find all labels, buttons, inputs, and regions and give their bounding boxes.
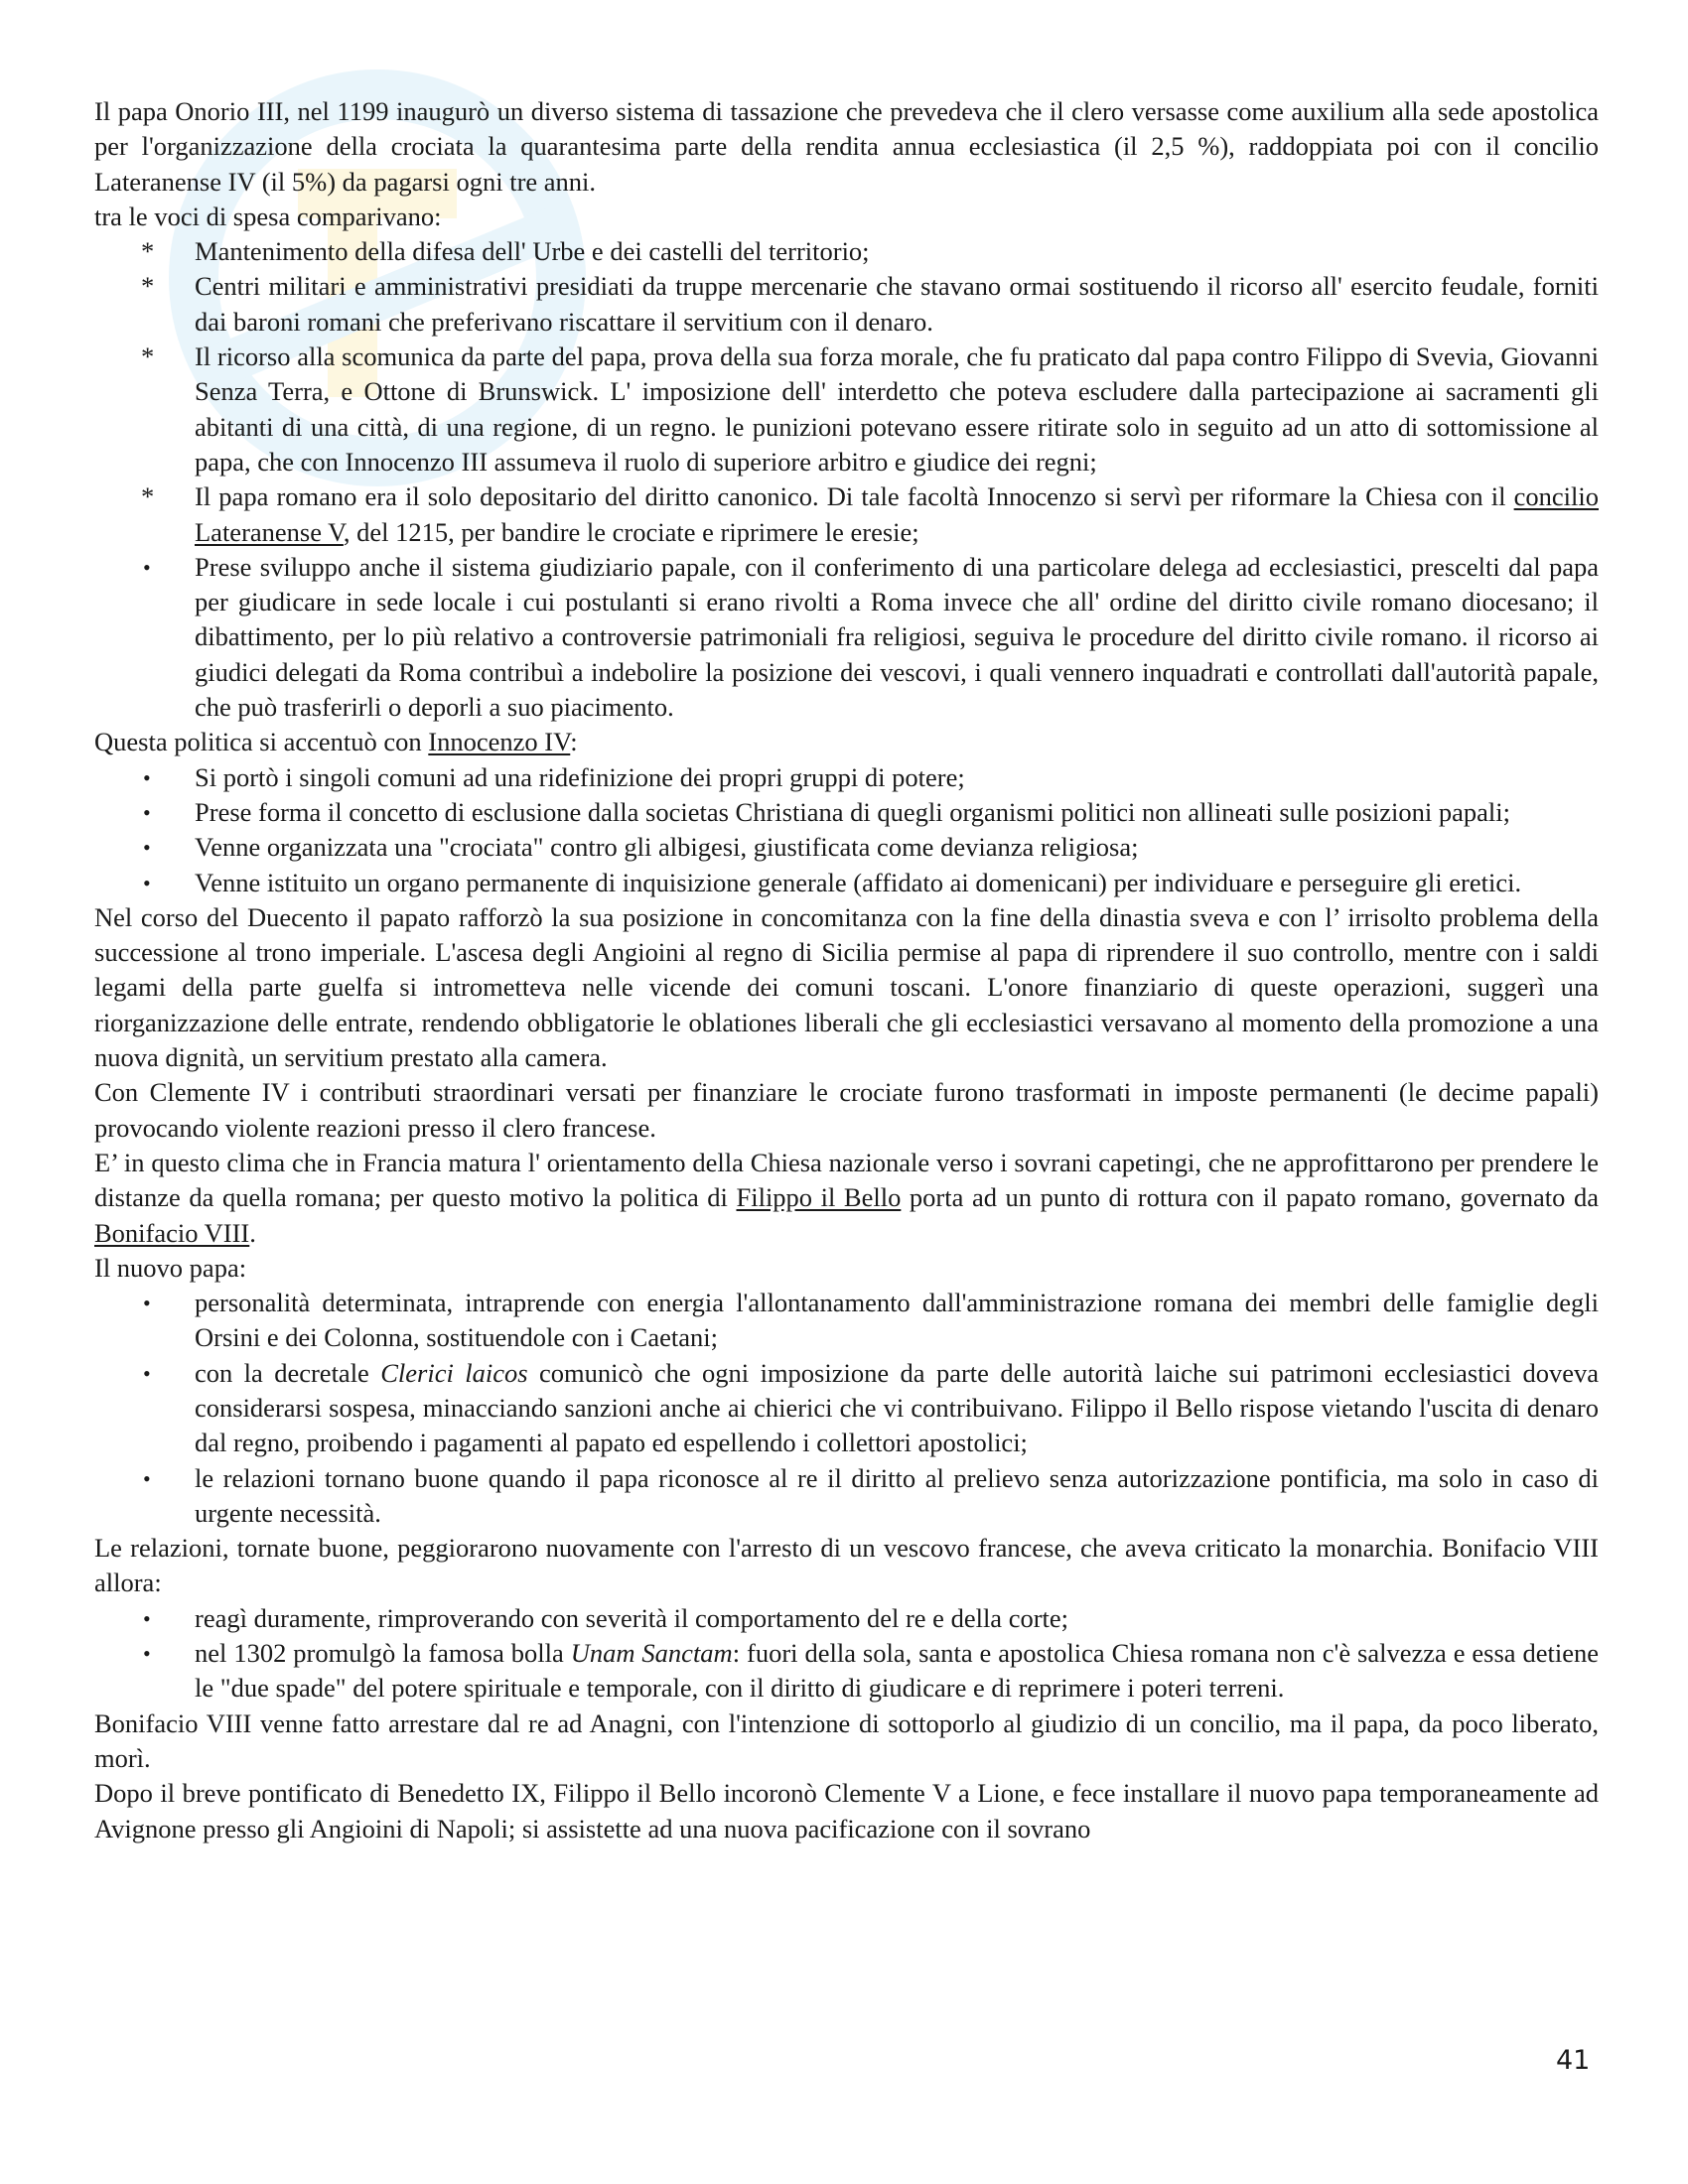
title-unam-sanctam: Unam Sanctam [570, 1638, 733, 1669]
list-item: * Centri militari e amministrativi presidiati da truppe mercenarie che stavano ormai sostituendo il ricorso all' esercito feudale, forniti dai baroni romani che preferivano riscattare il servitium con il denaro. [141, 271, 1599, 337]
list-item: * Il ricorso alla scomunica da parte del papa, prova della sua forza morale, che fu praticato dal papa contro Filippo di Svevia, Giovanni Senza Terra, e Ottone di Brunswick. L' imposizione dell' interdetto che poteva escludere dalla partecipazione ai sacramenti gli abitanti di una città, di una regione, di un regno. le punizioni potevano essere ritirate solo in seguito ad un atto di sottomissione al papa, che con Innocenzo III assumeva il ruolo di superiore arbitro e giudice dei regni; [141, 341, 1599, 477]
bullet-marker: • [143, 764, 151, 790]
bullet-marker: • [143, 1360, 151, 1386]
list-item: • reagì duramente, rimproverando con severità il comportamento del re e della corte; [94, 1601, 1599, 1636]
asterisk-marker: * [141, 236, 155, 267]
link-concilio-lateranense[interactable]: concilio Lateranense V [195, 481, 1599, 547]
title-clerici-laicos: Clerici laicos [380, 1357, 528, 1388]
bullet-marker: • [143, 1605, 151, 1631]
list-item: • Venne organizzata una "crociata" contro gli albigesi, giustificata come devianza religiosa; [94, 830, 1599, 865]
link-bonifacio-viii[interactable]: Bonifacio VIII [94, 1217, 250, 1248]
page-number: 41 [1556, 2045, 1591, 2076]
document-page [94, 94, 1599, 1846]
bullet-marker: • [143, 835, 151, 861]
paragraph: tra le voci di spesa comparivano: [94, 201, 442, 231]
paragraph: Con Clemente IV i contributi straordinari versati per finanziare le crociate furono trasformati in imposte permanenti (le decime papali) provocando violente reazioni presso il clero francese. [94, 1077, 1599, 1143]
link-filippo-il-bello[interactable]: Filippo il Bello [736, 1182, 902, 1213]
list-item: • Prese sviluppo anche il sistema giudiziario papale, con il conferimento di una particolare delega ad ecclesiastici, prescelti dal papa per giudicare in sede locale i cui postulanti si erano rivolti a Roma invece che all' ordine del diritto civile romano diocesano; il dibattimento, per lo più relativo a controversie patrimoniali fra religiosi, seguiva le procedure del diritto civile romano. il ricorso ai giudici delegati da Roma contribuì a indebolire la posizione dei vescovi, i quali vennero inquadrati e controllati dall'autorità papale, che può trasferirli o deporli a suo piacimento. [143, 551, 1599, 723]
bullet-marker: • [143, 1641, 151, 1667]
list-item: • Si portò i singoli comuni ad una ridefinizione dei propri gruppi di potere; [94, 760, 1599, 795]
paragraph: E’ in questo clima che in Francia matura l' orientamento della Chiesa nazionale verso i sovrani capetingi, che ne approfittarono per prendere le distanze da quella romana; per questo motivo la politica di Filippo il Bello porta ad un punto di rottura con il papato romano, governato da Bonifacio VIII. [94, 1147, 1600, 1248]
asterisk-marker: * [141, 271, 155, 302]
paragraph: Questa politica si accentuò con Innocenzo IV: [94, 727, 578, 757]
innocenzo-list [94, 760, 1599, 900]
bullet-marker: • [143, 1465, 151, 1491]
paragraph: Nel corso del Duecento il papato rafforzò la sua posizione in concomitanza con la fine della dinastia sveva e con l’ irrisolto problema della successione al trono imperiale. L'ascesa degli Angioini al regno di Sicilia permise al papa di riprendere il suo controllo, mentre con i saldi legami della parte guelfa si intrometteva nelle vicende dei comuni toscani. L'onore finanziario di queste operazioni, suggerì una riorganizzazione delle entrate, rendendo obbligatorie le oblationes liberali che gli ecclesiastici versavano al momento della promozione a una nuova dignità, un servitium prestato alla camera. [94, 901, 1599, 1073]
list-item: • nel 1302 promulgò la famosa bolla Unam Sanctam: fuori della sola, santa e apostolica Chiesa romana non c'è salvezza e essa detiene le "due spade" del potere spirituale e temporale, con il diritto di giudicare e di reprimere i poteri terreni. [143, 1638, 1600, 1704]
list-item: • con la decretale Clerici laicos comunicò che ogni imposizione da parte delle autorità laiche sui patrimoni ecclesiastici doveva considerarsi sospesa, minacciando sanzioni anche ai chierici che vi contribuivano. Filippo il Bello rispose vietando l'uscita di denaro dal regno, proibendo i pagamenti al papato ed espellendo i collettori apostolici; [143, 1357, 1599, 1458]
paragraph: Il papa Onorio III, nel 1199 inaugurò un diverso sistema di tassazione che prevedeva che il clero versasse come auxilium alla sede apostolica per l'organizzazione della crociata la quarantesima parte della rendita annua ecclesiastica (il 2,5 %), raddoppiata poi con il concilio Lateranense IV (il 5%) da pagarsi ogni tre anni. [94, 96, 1599, 197]
bullet-marker: • [143, 554, 151, 580]
list-item: • Venne istituito un organo permanente di inquisizione generale (affidato ai domenicani) per individuare e perseguire gli eretici. [94, 866, 1599, 900]
bullet-marker: • [143, 799, 151, 825]
paragraph: Bonifacio VIII venne fatto arrestare dal re ad Anagni, con l'intenzione di sottoporlo al giudizio di un concilio, ma il papa, da poco liberato, morì. [94, 1707, 1599, 1773]
asterisk-marker: * [141, 341, 155, 372]
reaction-list [94, 1601, 1599, 1706]
paragraph: Dopo il breve pontificato di Benedetto IX, Filippo il Bello incoronò Clemente V a Lione, e fece installare il nuovo papa temporaneamente ad Avignone presso gli Angioini di Napoli; si assistette ad una nuova pacificazione con il sovrano [94, 1778, 1599, 1843]
link-innocenzo-iv[interactable]: Innocenzo IV [428, 727, 571, 757]
list-item: • le relazioni tornano buone quando il papa riconosce al re il diritto al prelievo senza autorizzazione pontificia, ma solo in caso di urgente necessità. [143, 1462, 1599, 1528]
list-item: * Mantenimento della difesa dell' Urbe e dei castelli del territorio; [94, 234, 1599, 269]
bullet-marker: • [143, 1291, 151, 1316]
spending-list [94, 234, 1599, 725]
list-item: * Il papa romano era il solo depositario del diritto canonico. Di tale facoltà Innocenzo si servì per riformare la Chiesa con il concilio Lateranense V, del 1215, per bandire le crociate e riprimere le eresie; [141, 481, 1599, 547]
asterisk-marker: * [141, 481, 155, 512]
paragraph: Il nuovo papa: [94, 1252, 247, 1283]
bullet-marker: • [143, 870, 151, 895]
bonifacio-list [94, 1286, 1599, 1531]
list-item: • personalità determinata, intraprende con energia l'allontanamento dall'amministrazione romana dei membri delle famiglie degli Orsini e dei Colonna, sostituendole con i Caetani; [143, 1288, 1599, 1353]
list-item: • Prese forma il concetto di esclusione dalla societas Christiana di quegli organismi politici non allineati sulle posizioni papali; [94, 795, 1599, 830]
paragraph: Le relazioni, tornate buone, peggiorarono nuovamente con l'arresto di un vescovo francese, che aveva criticato la monarchia. Bonifacio VIII allora: [94, 1533, 1599, 1598]
